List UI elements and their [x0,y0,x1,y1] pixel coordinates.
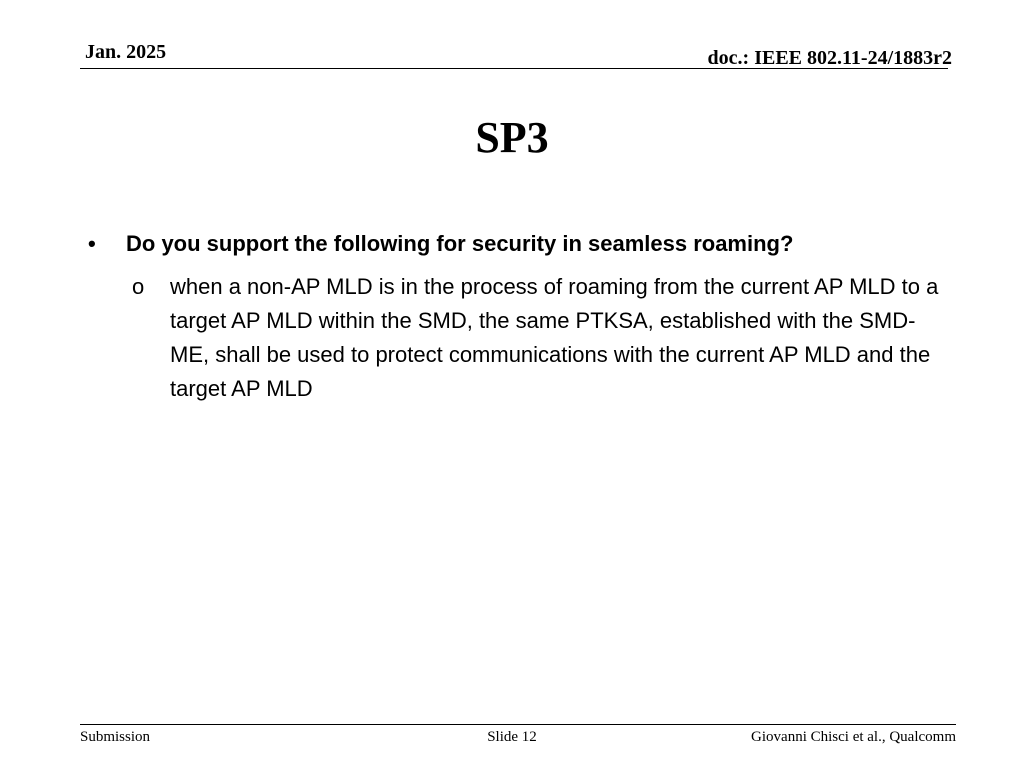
footer-divider [80,724,956,725]
footer-submission: Submission [80,729,151,745]
header-divider [80,68,948,69]
slide-title: SP3 [475,113,549,162]
footer-slide-number: Slide 12 [487,729,537,745]
sub-bullet-marker: o [132,274,145,299]
sub-bullet-text: when a non-AP MLD is in the process of roaming from the current AP MLD to a target AP MLD within the SMD, the same PTKSA, established with the SMD-ME, shall be used to protect communications with the current AP MLD and the target AP MLD [170,274,939,401]
header-date: Jan. 2025 [85,41,167,63]
footer-author: Giovanni Chisci et al., Qualcomm [751,729,956,745]
bullet-text: Do you support the following for security in seamless roaming? [126,231,794,256]
header-doc-id: doc.: IEEE 802.11-24/1883r2 [707,47,952,69]
bullet-marker: • [88,231,96,256]
